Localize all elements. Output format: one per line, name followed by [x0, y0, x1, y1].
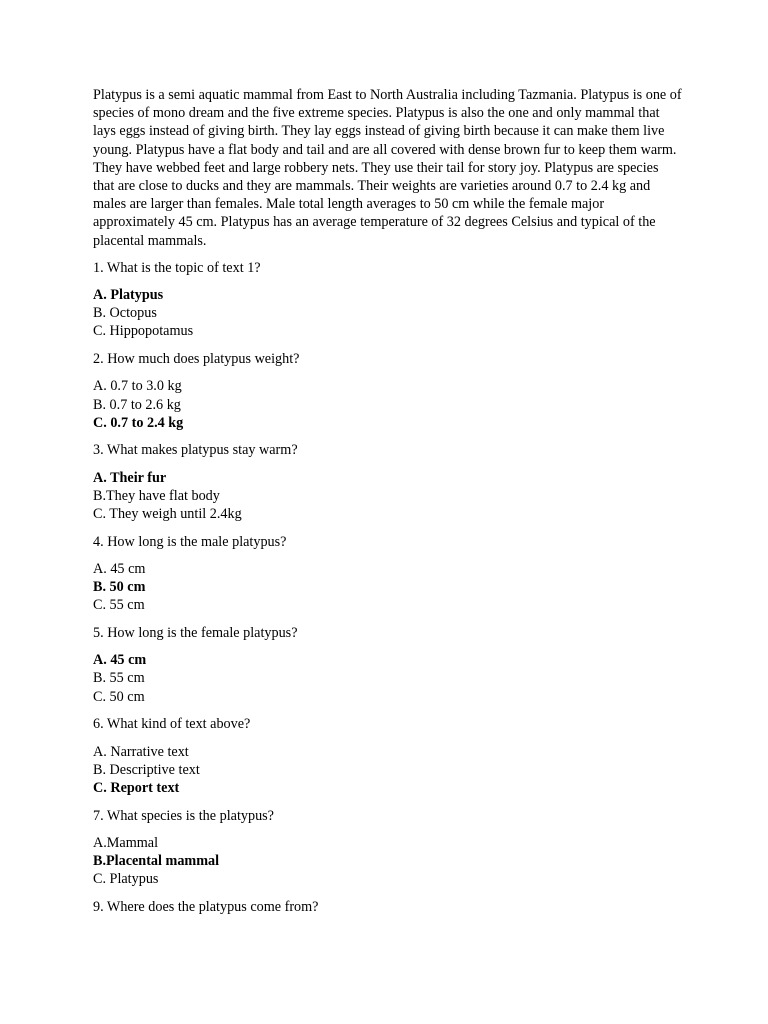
answer-option-correct: A. 45 cm	[93, 652, 147, 669]
answer-option: A.Mammal	[93, 834, 159, 851]
answer-option-correct: B.Placental mammal	[93, 853, 220, 870]
answer-options	[93, 834, 683, 889]
answer-option-correct: C. Report text	[93, 780, 180, 796]
answer-options	[93, 286, 683, 341]
answer-option: C. 50 cm	[93, 688, 145, 705]
answer-option-correct: B. 50 cm	[93, 579, 146, 596]
answer-option: C. Platypus	[93, 871, 159, 888]
question-4: 4. How long is the male platypus?	[93, 533, 287, 550]
answer-option: C. They weigh until 2.4kg	[93, 506, 242, 523]
answer-option: A. Narrative text	[93, 743, 189, 760]
answer-option: B. Octopus	[93, 305, 157, 322]
answer-option-correct: C. 0.7 to 2.4 kg	[93, 414, 184, 431]
question-1: 1. What is the topic of text 1?	[93, 259, 261, 276]
question-3: 3. What makes platypus stay warm?	[93, 442, 298, 459]
answer-option-correct: A. Platypus	[93, 287, 164, 304]
answer-option: C. 55 cm	[93, 597, 145, 614]
question-2: 2. How much does platypus weight?	[93, 351, 300, 368]
answer-options	[93, 560, 683, 615]
question-6: 6. What kind of text above?	[93, 716, 251, 733]
answer-options	[93, 469, 683, 524]
answer-options	[93, 743, 683, 798]
question-8: 9. Where does the platypus come from?	[93, 899, 319, 916]
document-page	[93, 86, 683, 925]
answer-option: C. Hippopotamus	[93, 323, 194, 340]
question-5: 5. How long is the female platypus?	[93, 625, 298, 642]
question-7: 7. What species is the platypus?	[93, 807, 274, 824]
answer-option: A. 0.7 to 3.0 kg	[93, 378, 182, 395]
answer-option: B.They have flat body	[93, 487, 220, 504]
answer-options	[93, 651, 683, 706]
passage-paragraph: Platypus is a semi aquatic mammal from East to North Australia including Tazmania. Platypus is one of species of mono dream and the five extreme species. Platypus is also the one and only mammal that lays eggs instead of giving birth. They lay eggs instead of giving birth because it can make them live young. Platypus have a flat body and tail and are all covered with dense brown fur to keep them warm. They have webbed feet and large robbery nets. They use their tail for story joy. Platypus are species that are close to ducks and they are mammals. Their weights are varieties around 0.7 to 2.4 kg and males are larger than females. Male total length averages to 50 cm while the female major approximately 45 cm. Platypus has an average temperature of 32 degrees Celsius and typical of the placental mammals.	[93, 87, 682, 249]
answer-option: A. 45 cm	[93, 560, 146, 577]
answer-option: B. 55 cm	[93, 670, 145, 687]
answer-option: B. Descriptive text	[93, 761, 200, 778]
answer-option: B. 0.7 to 2.6 kg	[93, 396, 181, 413]
question-list	[93, 259, 683, 916]
answer-options	[93, 377, 683, 432]
answer-option-correct: A. Their fur	[93, 469, 167, 486]
